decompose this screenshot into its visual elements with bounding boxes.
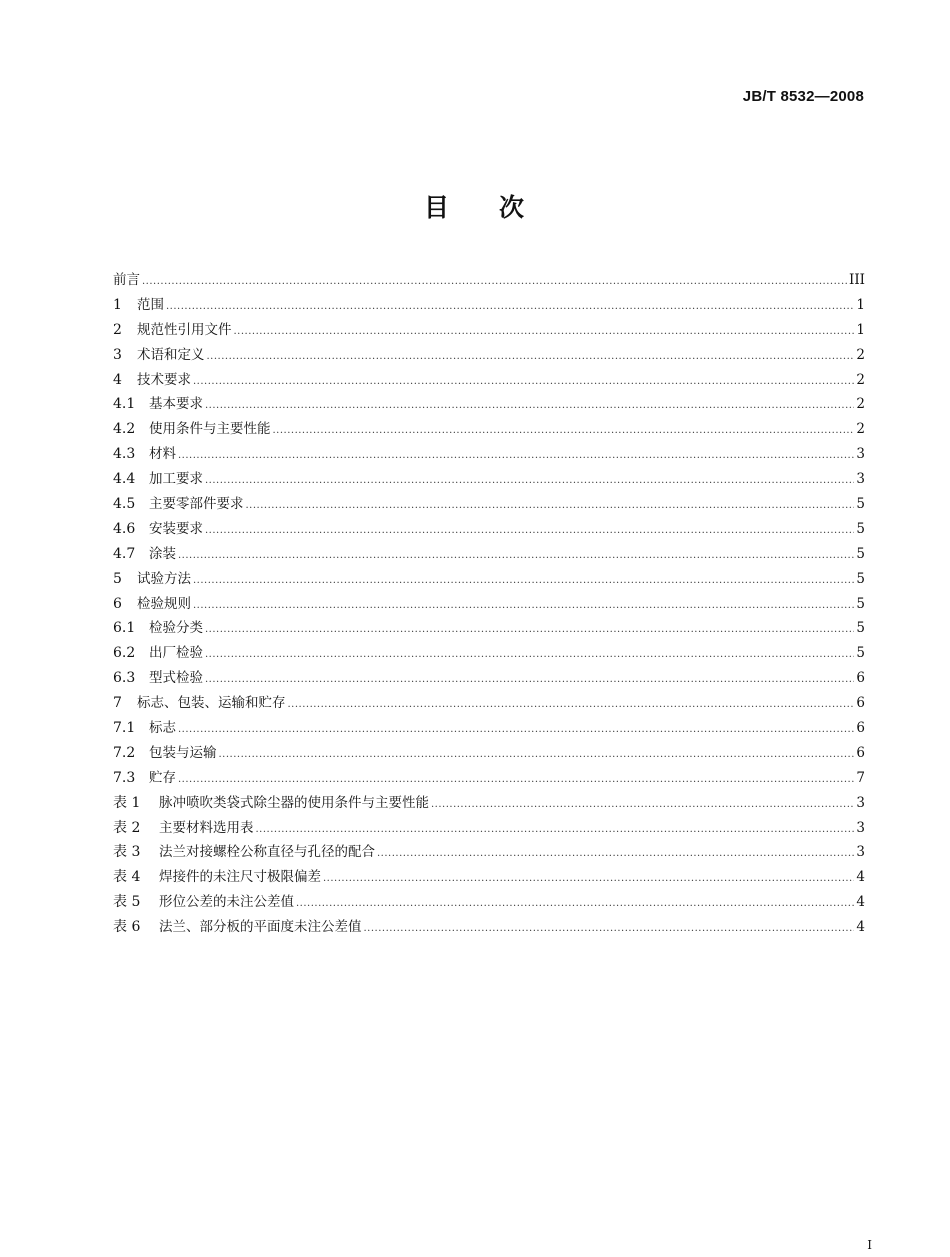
toc-entry[interactable] <box>113 293 865 318</box>
toc-entry-label: 检验规则 <box>137 595 191 612</box>
toc-entry-label: 脉冲喷吹类袋式除尘器的使用条件与主要性能 <box>159 794 429 811</box>
toc-entry-label: 安装要求 <box>149 520 203 537</box>
toc-entry[interactable] <box>113 890 865 915</box>
toc-entry-number: 4.1 <box>113 396 136 413</box>
toc-entry-label: 基本要求 <box>149 396 203 413</box>
toc-dot-leader <box>207 345 855 370</box>
toc-entry[interactable] <box>113 865 865 890</box>
toc-entry-number: 表 5 <box>113 894 141 911</box>
toc-entry-page: 5 <box>856 570 865 587</box>
toc-entry-page: 4 <box>856 894 865 911</box>
toc-dot-leader <box>296 892 854 917</box>
toc-entry-label: 标志、包装、运输和贮存 <box>137 695 286 712</box>
toc-entry-page: 3 <box>856 794 865 811</box>
toc-entry-label: 范围 <box>137 296 164 313</box>
toc-entry-page: 2 <box>856 346 865 363</box>
toc-dot-leader <box>364 917 855 942</box>
toc-entry-page: 5 <box>856 520 865 537</box>
toc-entry-number: 4.7 <box>113 545 136 562</box>
toc-dot-leader <box>246 494 855 519</box>
toc-entry-label: 焊接件的未注尺寸极限偏差 <box>159 869 321 886</box>
toc-entry-label: 试验方法 <box>137 570 191 587</box>
toc-dot-leader <box>288 693 855 718</box>
toc-entry[interactable] <box>113 467 865 492</box>
toc-dot-leader <box>205 469 854 494</box>
toc-entry[interactable] <box>113 592 865 617</box>
toc-dot-leader <box>273 419 855 444</box>
toc-dot-leader <box>219 743 855 768</box>
toc-entry-number: 5 <box>113 570 122 587</box>
toc-entry-page: 5 <box>856 595 865 612</box>
toc-dot-leader <box>205 394 854 419</box>
toc-entry-page: 6 <box>856 744 865 761</box>
toc-entry-page: 5 <box>856 496 865 513</box>
toc-entry[interactable] <box>113 392 865 417</box>
table-of-contents <box>113 268 865 940</box>
toc-dot-leader <box>142 270 847 295</box>
toc-entry-page: 2 <box>856 396 865 413</box>
toc-entry-page: 6 <box>856 670 865 687</box>
toc-entry-page: III <box>849 272 865 288</box>
toc-entry-number: 4.3 <box>113 446 136 463</box>
toc-entry-page: 1 <box>856 321 865 338</box>
toc-entry-number: 4.4 <box>113 471 136 488</box>
toc-entry-page: 5 <box>856 620 865 637</box>
title-char-1: 目 <box>423 193 451 222</box>
title-char-2: 次 <box>499 193 527 222</box>
toc-entry-label: 贮存 <box>149 769 176 786</box>
toc-entry-number: 6 <box>113 595 122 612</box>
toc-dot-leader <box>323 867 854 892</box>
toc-dot-leader <box>377 842 854 867</box>
toc-entry-page: 6 <box>856 720 865 737</box>
toc-entry-number: 表 6 <box>113 919 141 936</box>
toc-dot-leader <box>178 444 854 469</box>
toc-entry-page: 2 <box>856 371 865 388</box>
toc-entry[interactable] <box>113 567 865 592</box>
toc-entry[interactable] <box>113 542 865 567</box>
toc-dot-leader <box>256 818 855 843</box>
toc-entry-page: 1 <box>856 296 865 313</box>
toc-entry-page: 3 <box>856 819 865 836</box>
toc-entry-page: 4 <box>856 869 865 886</box>
toc-entry[interactable] <box>113 915 865 940</box>
toc-entry[interactable] <box>113 766 865 791</box>
toc-entry-label: 材料 <box>149 446 176 463</box>
toc-entry[interactable] <box>113 343 865 368</box>
toc-entry-label: 法兰、部分板的平面度未注公差值 <box>159 919 362 936</box>
toc-entry-number: 表 4 <box>113 869 141 886</box>
toc-entry-label: 包装与运输 <box>149 744 217 761</box>
toc-entry[interactable] <box>113 268 865 293</box>
toc-dot-leader <box>166 295 854 320</box>
page-number: I <box>867 1238 872 1252</box>
toc-entry[interactable] <box>113 616 865 641</box>
toc-entry-page: 5 <box>856 545 865 562</box>
toc-entry-label: 主要零部件要求 <box>149 496 244 513</box>
toc-entry[interactable] <box>113 641 865 666</box>
toc-entry-number: 4.2 <box>113 421 136 438</box>
toc-entry-page: 3 <box>856 471 865 488</box>
toc-dot-leader <box>205 668 854 693</box>
toc-entry[interactable] <box>113 816 865 841</box>
toc-entry[interactable] <box>113 517 865 542</box>
toc-entry-number: 4 <box>113 371 122 388</box>
toc-entry-label: 检验分类 <box>149 620 203 637</box>
toc-dot-leader <box>193 370 854 395</box>
toc-entry-page: 2 <box>856 421 865 438</box>
toc-entry[interactable] <box>113 318 865 343</box>
toc-entry-label: 主要材料选用表 <box>159 819 254 836</box>
toc-entry[interactable] <box>113 417 865 442</box>
toc-entry-page: 5 <box>856 645 865 662</box>
toc-entry-number: 4.5 <box>113 496 136 513</box>
toc-entry-number: 7.2 <box>113 744 136 761</box>
toc-dot-leader <box>193 594 854 619</box>
toc-dot-leader <box>431 793 854 818</box>
toc-entry-label: 标志 <box>149 720 176 737</box>
toc-dot-leader <box>205 643 854 668</box>
toc-entry[interactable] <box>113 442 865 467</box>
toc-entry-number: 1 <box>113 296 122 313</box>
page-title <box>0 188 950 224</box>
toc-dot-leader <box>178 544 854 569</box>
toc-entry[interactable] <box>113 716 865 741</box>
toc-entry-page: 3 <box>856 446 865 463</box>
toc-entry-page: 7 <box>856 769 865 786</box>
toc-entry-label: 规范性引用文件 <box>137 321 232 338</box>
toc-entry-number: 表 2 <box>113 819 141 836</box>
toc-entry[interactable] <box>113 492 865 517</box>
toc-entry-number: 6.3 <box>113 670 136 687</box>
toc-entry[interactable] <box>113 691 865 716</box>
toc-entry[interactable] <box>113 791 865 816</box>
toc-entry-label: 使用条件与主要性能 <box>149 421 271 438</box>
toc-entry-number: 6.2 <box>113 645 136 662</box>
toc-dot-leader <box>193 569 854 594</box>
toc-entry-label: 形位公差的未注公差值 <box>159 894 294 911</box>
toc-dot-leader <box>205 519 854 544</box>
standard-code: JB/T 8532—2008 <box>742 88 864 105</box>
toc-dot-leader <box>178 718 854 743</box>
toc-entry-number: 表 3 <box>113 844 141 861</box>
toc-dot-leader <box>205 618 854 643</box>
toc-entry-page: 3 <box>856 844 865 861</box>
toc-entry-number: 4.6 <box>113 520 136 537</box>
toc-entry-label: 加工要求 <box>149 471 203 488</box>
toc-entry-label: 前言 <box>113 272 140 288</box>
toc-entry[interactable] <box>113 741 865 766</box>
toc-entry-label: 法兰对接螺栓公称直径与孔径的配合 <box>159 844 375 861</box>
toc-entry-label: 技术要求 <box>137 371 191 388</box>
toc-entry-number: 6.1 <box>113 620 136 637</box>
toc-entry-page: 6 <box>856 695 865 712</box>
toc-entry-number: 2 <box>113 321 122 338</box>
toc-entry[interactable] <box>113 666 865 691</box>
toc-entry[interactable] <box>113 368 865 393</box>
toc-entry-number: 7.1 <box>113 720 136 737</box>
toc-entry[interactable] <box>113 840 865 865</box>
toc-dot-leader <box>178 768 854 793</box>
toc-entry-number: 7 <box>113 695 122 712</box>
toc-entry-number: 3 <box>113 346 122 363</box>
toc-entry-page: 4 <box>856 919 865 936</box>
toc-dot-leader <box>234 320 855 345</box>
toc-entry-label: 出厂检验 <box>149 645 203 662</box>
toc-entry-label: 型式检验 <box>149 670 203 687</box>
toc-entry-number: 7.3 <box>113 769 136 786</box>
toc-entry-label: 术语和定义 <box>137 346 205 363</box>
toc-entry-label: 涂装 <box>149 545 176 562</box>
toc-entry-number: 表 1 <box>113 794 141 811</box>
